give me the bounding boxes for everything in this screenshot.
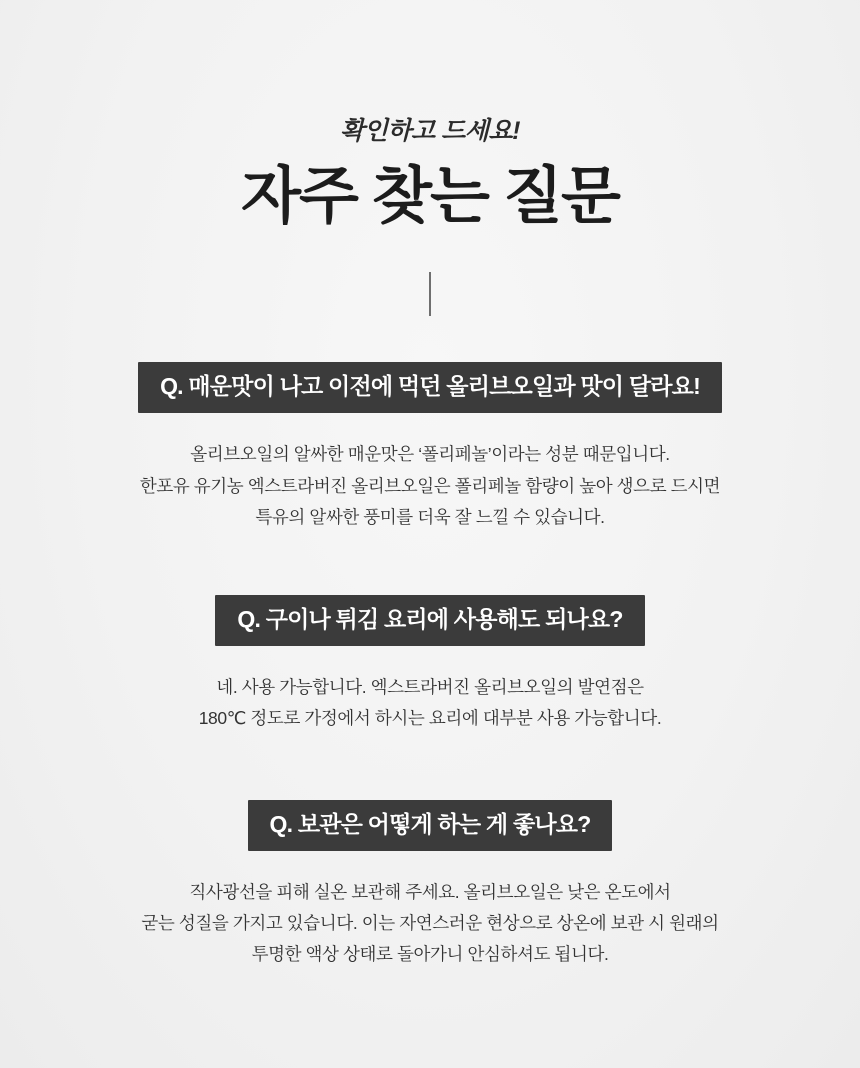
faq-item xyxy=(36,800,824,970)
faq-answer-line: 180℃ 정도로 가정에서 하시는 요리에 대부분 사용 가능합니다. xyxy=(198,708,662,729)
faq-answer-line: 올리브오일의 알싸한 매운맛은 ‘폴리페놀’이라는 성분 때문입니다. xyxy=(190,444,670,465)
page-title: 자주 찾는 질문 xyxy=(241,161,619,231)
faq-answer-line: 한포유 유기농 엑스트라버진 올리브오일은 폴리페놀 함량이 높아 생으로 드시면 xyxy=(139,475,721,496)
faq-answer xyxy=(36,877,824,970)
faq-answer-line: 네. 사용 가능합니다. 엑스트라버진 올리브오일의 발연점은 xyxy=(216,676,644,697)
section-eyebrow: 확인하고 드세요! xyxy=(340,117,520,145)
faq-question-bar: Q. 매운맛이 나고 이전에 먹던 올리브오일과 맛이 달라요! xyxy=(138,362,722,413)
faq-question-bar: Q. 구이나 튀김 요리에 사용해도 되나요? xyxy=(215,595,644,646)
faq-answer-line: 특유의 알싸한 풍미를 더욱 잘 느낄 수 있습니다. xyxy=(255,506,605,527)
faq-answer xyxy=(36,672,824,734)
faq-answer-line: 투명한 액상 상태로 돌아가니 안심하셔도 됩니다. xyxy=(251,944,609,965)
faq-answer-line: 굳는 성질을 가지고 있습니다. 이는 자연스러운 현상으로 상온에 보관 시 원래의 xyxy=(141,913,719,934)
faq-question-bar: Q. 보관은 어떻게 하는 게 좋나요? xyxy=(248,800,613,851)
faq-answer-line: 직사광선을 피해 실온 보관해 주세요. 올리브오일은 낮은 온도에서 xyxy=(189,882,671,903)
vertical-divider xyxy=(429,272,431,316)
faq-item xyxy=(36,362,824,532)
faq-item xyxy=(36,595,824,734)
faq-answer xyxy=(36,439,824,532)
faq-section xyxy=(0,118,860,971)
